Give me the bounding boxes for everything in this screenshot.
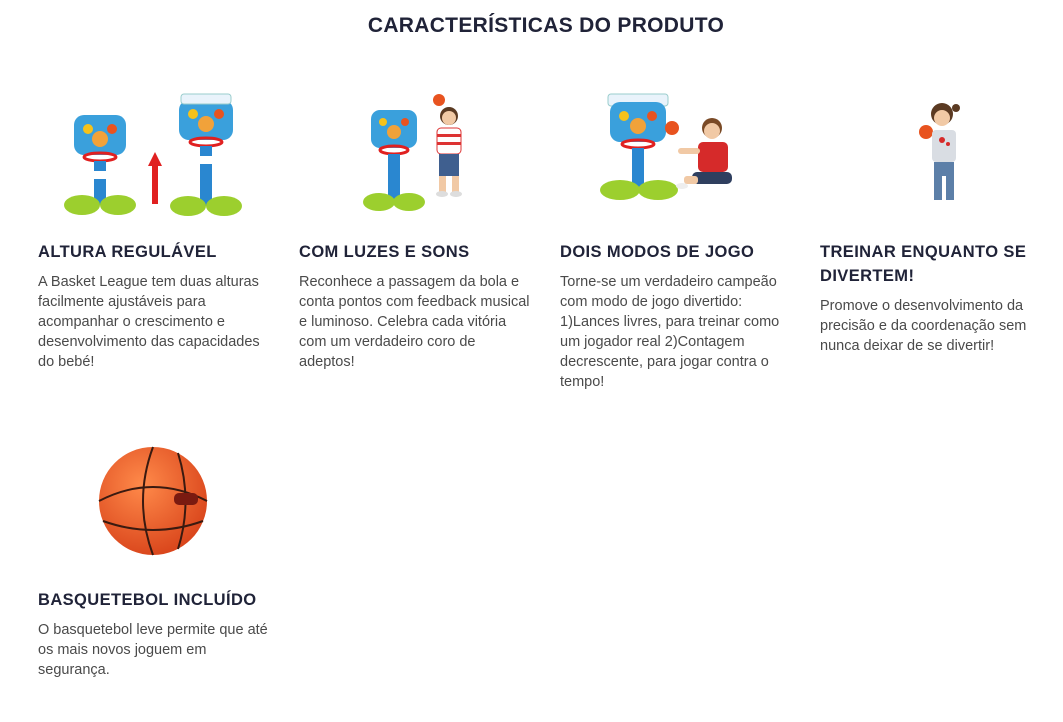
page-title: CARACTERÍSTICAS DO PRODUTO bbox=[367, 14, 725, 37]
child-sitting-basket-image bbox=[560, 80, 792, 230]
girl-holding-ball-image bbox=[820, 80, 1052, 230]
feature-title: BASQUETEBOL INCLUÍDO bbox=[38, 591, 257, 609]
feature-adjustable-height bbox=[38, 80, 270, 372]
feature-two-game-modes bbox=[560, 80, 792, 392]
child-playing-basket-image bbox=[299, 80, 531, 230]
feature-title: ALTURA REGULÁVEL bbox=[38, 243, 217, 261]
feature-description: Promove o desenvolvimento da precisão e da coordenação sem nunca deixar de se divertir! bbox=[820, 298, 1027, 354]
feature-train-while-fun bbox=[820, 80, 1056, 356]
feature-title: TREINAR ENQUANTO SE DIVERTEM! bbox=[820, 243, 1027, 285]
feature-lights-sounds bbox=[299, 80, 531, 372]
feature-description: Reconhece a passagem da bola e conta pontos com feedback musical e luminoso. Celebra cada vitória com um verdadeiro coro de adeptos! bbox=[299, 274, 530, 370]
basketball-image bbox=[38, 433, 270, 583]
feature-basketball-included bbox=[38, 433, 270, 680]
feature-description: O basquetebol leve permite que até os mais novos joguem em segurança. bbox=[38, 622, 268, 678]
feature-title: DOIS MODOS DE JOGO bbox=[560, 243, 755, 261]
feature-description: A Basket League tem duas alturas facilmente ajustáveis para acompanhar o crescimento e desenvolvimento das capacidades do bebé! bbox=[38, 274, 260, 370]
basket-stand-two-heights-image bbox=[38, 80, 270, 230]
feature-title: COM LUZES E SONS bbox=[299, 243, 470, 261]
feature-description: Torne-se um verdadeiro campeão com modo de jogo divertido: 1)Lances livres, para treinar como um jogador real 2)Contagem decrescente, para jogar contra o tempo! bbox=[560, 274, 780, 390]
